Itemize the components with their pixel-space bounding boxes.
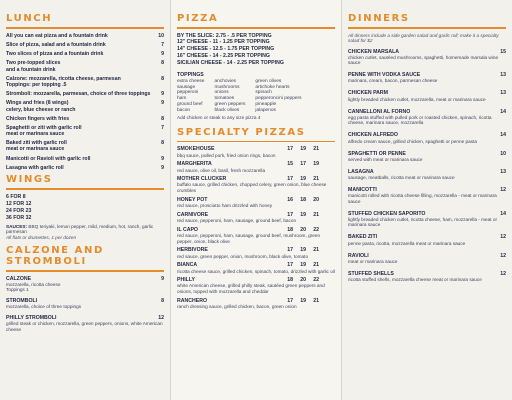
lunch-item-name: Wings and fries (8 wings) [6,100,69,107]
dinner-item-name: CHICKEN ALFREDO [348,132,398,139]
topping: sausage [177,84,196,90]
specialty-price: 21 [313,247,319,254]
pizza-heading: PIZZA [177,13,219,24]
dinner-item-desc: lightly breaded chicken cutlet, ricotta cheese, ham, mozzarella - meat or marinara sauce [348,216,498,228]
dinner-item-desc: lightly breaded chicken cutlet, mozzarella, meat or marinara sauce [348,96,486,102]
dinners-list [348,49,506,283]
lunch-item-price: 8 [161,115,164,122]
lunch-item [6,116,164,122]
specialty-price: 17 [287,297,293,304]
specialty-item-name: MARGHERITA [177,161,212,168]
lunch-item-desc: and a fountain drink [6,66,56,73]
dinner-item [348,49,506,66]
specialty-price: 18 [300,196,306,203]
specialty-item-row [177,161,335,167]
topping: bacon [177,107,191,113]
lunch-item-name: Slice of pizza, salad and a fountain drink [6,41,106,48]
wings-sauces-label: SAUCES: [6,223,28,229]
dinner-item-desc: served with meat or marinara sauce [348,156,423,162]
lunch-item-price: 10 [158,32,164,39]
specialty-price: 19 [313,161,319,168]
specialty-item-prices [285,262,319,268]
lunch-item-row [6,116,164,122]
dinner-item [348,90,506,102]
dinner-item-price: 14 [500,132,506,139]
wings-size: 24 FOR 23 [6,207,32,214]
calzone-item-desc: grilled steak or chicken, mozzarella, green peppers, onions, white American cheese [6,320,163,332]
dinner-item-name: MANICOTTI [348,186,377,193]
toppings-column [255,79,301,114]
lunch-list [6,33,164,172]
right-column [342,0,512,400]
topping: black olives [214,107,240,113]
lunch-item-name: Stromboli: mozzarella, parmesan, choice of three toppings [6,91,151,98]
lunch-item [6,165,164,171]
specialty-item [177,262,335,274]
calzone-item-price: 8 [161,298,164,304]
left-column [0,0,170,400]
specialty-price: 20 [300,226,306,233]
specialty-price: 17 [287,176,293,183]
calzone-item [6,298,164,310]
specialty-item [177,176,335,193]
lunch-item-price: 7 [161,125,164,131]
lunch-item-name: All you can eat pizza and a fountain drink [6,32,108,39]
lunch-item [6,51,164,57]
dinner-item [348,271,506,283]
lunch-item-desc: Toppings: per topping .5 [6,81,67,88]
lunch-item-row [6,42,164,48]
dinner-item [348,211,506,228]
lunch-item-desc: meat or marinara sauce [6,146,65,153]
wings-size: 12 FOR 12 [6,200,32,207]
dinner-item-price: 10 [500,150,506,157]
specialty-item-desc: red sauce, green pepper, onion, mushroom, black olive, tomato [177,253,309,259]
dinner-item [348,72,506,84]
calzone-item [6,276,164,293]
specialty-item-name: PHILLY [177,277,195,284]
specialty-item-name: HERBIVORE [177,247,208,254]
calzone-item-desc: mozzarella, ricotta cheese [6,281,61,287]
dinner-item-price: 13 [500,90,506,97]
wings-heading: WINGS [6,174,53,186]
dinner-item-price: 13 [500,72,506,79]
specialty-price: 20 [313,196,319,203]
dinner-item-desc: ricotta stuffed shells, mozzarella cheese meat or marinara sauce [348,276,482,282]
lunch-item-name: Chicken fingers with fries [6,115,70,122]
specialty-price: 21 [313,297,319,304]
dinner-item-name: LASAGNA [348,168,374,175]
specialty-item-prices [285,197,319,203]
dinner-item [348,132,506,144]
middle-column [171,0,341,400]
specialty-item-desc: red sauce, prosciutto ham drizzled with honey [177,203,273,209]
lunch-item-price: 9 [161,155,164,162]
calzone-item-desc: Toppings 1 [6,287,29,293]
specialty-item-row [177,146,335,152]
specialty-price: 19 [300,247,306,254]
topping: tomatoes [214,96,235,102]
topping: green olives [255,78,282,84]
lunch-item-name: Two pre-topped slices [6,60,61,67]
specialty-item [177,146,335,158]
lunch-item [6,156,164,162]
calzone-item-price: 12 [158,314,164,321]
specialty-item-desc: buffalo sauce, grilled chicken, chopped celery, green onion, blue cheese crumbles [177,182,327,194]
calzone-list [6,276,164,333]
lunch-item [6,76,164,88]
dinner-item [348,234,506,246]
specialty-item-desc: ranch dressing sauce, grilled chicken, bacon, green onion [177,304,297,310]
specialty-item-desc: white American cheese, grilled philly steak, sautéed green peppers and onions, topped with mozzarella and cheddar [177,283,325,295]
lunch-item-price: 9 [161,164,164,171]
lunch-item [6,125,164,137]
specialty-item-row [177,247,335,253]
dinner-item-name: BAKED ZITI [348,234,378,241]
pizza-price-line: 16" CHEESE - 14 - 2.25 PER TOPPING [177,53,270,60]
calzone-item-name: CALZONE [6,275,32,282]
dinner-item-desc: egg pasta stuffed with pulled pork or roasted chicken, spinach, ricotta cheese, marinara sauce, mozzarella [348,114,492,126]
specialty-divider [177,141,335,143]
specialty-item-name: MOTHER CLUCKER [177,176,227,183]
specialty-price: 18 [287,226,293,233]
specialty-price: 17 [287,211,293,218]
dinner-item [348,109,506,126]
lunch-divider [6,27,164,29]
dinner-item-name: CANNELLONI AL FORNO [348,108,411,115]
specialty-item [177,197,335,209]
dinner-item-price: 12 [500,234,506,241]
specialty-item-name: SMOKEHOUSE [177,146,215,153]
lunch-item-name: Manicotti or Ravioli with garlic roll [6,155,91,162]
lunch-item [6,42,164,48]
calzone-item-name: PHILLY STROMBOLI [6,314,57,321]
lunch-item-row [6,165,164,171]
dinner-item-desc: chicken cutlet, sautéed mushrooms, spaghetti, homemade marsala wine sauce [348,54,499,66]
lunch-item-name: Calzone: mozzarella, ricotta cheese, parmesan [6,75,121,82]
specialty-item-desc: ricotta cheese sauce, grilled chicken, spinach, tomato, drizzled with garlic oil [177,268,335,274]
specialty-price: 17 [287,146,293,153]
dinner-item-price: 15 [500,48,506,55]
dinner-item-desc: marinara, cream, bacon, parmesan cheese [348,78,438,84]
calzone-item-price: 9 [161,275,164,282]
toppings-grid [177,79,335,114]
topping: onions [214,90,229,96]
pizza-price-line: BY THE SLICE: 2.75 - .5 PER TOPPING [177,32,272,39]
specialty-item-name: IL CAPO [177,226,198,233]
pizza-price-line: SICILIAN CHEESE - 14 - 2.25 PER TOPPING [177,59,284,66]
lunch-item-desc: celery, blue cheese or ranch [6,106,76,113]
specialty-item-name: HONEY POT [177,196,208,203]
lunch-item [6,33,164,39]
specialty-price: 17 [287,262,293,269]
specialty-item [177,247,335,259]
dinner-item-price: 12 [500,186,506,193]
wings-sauces-text: BBQ teriyaki, lemon pepper, mild, medium, hot, ranch, garlic parmesan [6,223,154,235]
specialty-price: 19 [300,297,306,304]
specialty-price: 19 [300,262,306,269]
pizza-price-line: 12" CHEESE - 11 - 1.25 PER TOPPING [177,39,270,46]
specialty-item-name: CARNIVORE [177,211,209,218]
pizza-price-line: 14" CHEESE - 12.5 - 1.75 PER TOPPING [177,46,275,53]
specialty-item-row [177,262,335,268]
lunch-item [6,60,164,72]
specialty-price: 22 [313,277,319,284]
dinner-item-name: CHICKEN PARM [348,90,388,97]
specialty-price: 21 [313,146,319,153]
toppings-note: Add chicken or steak to any size pizza 4 [177,115,261,121]
lunch-item-price: 8 [161,75,164,82]
toppings-heading: TOPPINGS [177,71,204,78]
specialty-item-desc: red sauce, pepperoni, ham, sausage, ground beef, bacon [177,218,297,224]
specialty-item [177,298,335,310]
toppings-column [214,79,245,114]
lunch-item-price: 7 [161,41,164,48]
specialty-item [177,277,335,294]
dinner-item-name: SPAGHETTI OR PENNE [348,150,406,157]
specialty-item-prices [285,247,319,253]
specialty-item [177,161,335,173]
lunch-item-price: 9 [161,91,164,98]
specialty-price: 21 [313,176,319,183]
dinner-item [348,169,506,181]
specialty-item [177,212,335,224]
wings-sizes [6,194,164,222]
specialty-price: 19 [300,211,306,218]
topping: spinach [255,90,272,96]
specialty-item [177,227,335,244]
wings-note: All flats or drumettes, 1 per dozen [6,235,77,241]
lunch-item-name: Baked ziti with garlic roll [6,140,67,147]
pizza-price-list [177,33,335,67]
specialty-price: 22 [313,226,319,233]
dinner-item [348,187,506,204]
dinner-item-desc: manicotti rolled with ricotta cheese filling, mozzarella - meat or marinara sauce [348,193,497,204]
dinner-item-price: 12 [500,270,506,277]
dinner-item-desc: penne pasta, ricotta, mozzarella meat or marinara sauce [348,240,466,246]
calzone-item-desc: mozzarella, choice of three toppings [6,304,82,310]
topping: pineapple [255,101,277,107]
topping: jalapenos [255,107,276,113]
calzone-item [6,315,164,332]
specialty-price: 17 [300,161,306,168]
wings-sauces [6,224,164,235]
topping: mushrooms [214,84,240,90]
dinner-item-name: RAVIOLI [348,252,369,259]
dinner-item-name: STUFFED CHICKEN SAPORITO [348,210,426,217]
specialty-price: 16 [287,196,293,203]
dinner-item-price: 13 [500,168,506,175]
dinner-item-desc: meat or marinara sauce [348,258,398,264]
specialty-price: 20 [300,277,306,284]
topping: green peppers [214,101,246,107]
specialty-price: 21 [313,262,319,269]
dinner-item-name: STUFFED SHELLS [348,270,394,277]
topping: pepperoncini peppers [255,96,302,102]
dinner-item-desc: sausage, meatballs, ricotta meat or marinara sauce [348,174,455,180]
topping: ham [177,96,187,102]
specialty-price: 19 [300,176,306,183]
lunch-item-price: 8 [161,140,164,147]
lunch-item-price: 8 [161,60,164,67]
specialty-item-name: RANCHERO [177,297,207,304]
topping: pepperoni [177,90,199,96]
specialty-item-desc: red sauce, pepperoni, ham, sausage, ground beef, mushroom, green pepper, onion, black olive [177,232,321,244]
specialty-item-name: BIANCA [177,262,198,269]
lunch-item-name: Spaghetti or ziti with garlic roll [6,125,82,131]
lunch-item [6,91,164,97]
specialty-list [177,146,335,309]
dinners-divider [348,27,506,29]
dinner-item [348,253,506,265]
dinners-note: All dinners include a side garden salad and garlic roll; make it a specialty salad for $2 [348,32,499,43]
dinner-item-name: CHICKEN MARSALA [348,48,400,55]
dinners-heading: DINNERS [348,13,410,24]
pizza-divider [177,27,335,29]
calzone-divider [6,270,164,272]
dinner-item-name: PENNE WITH VODKA SAUCE [348,72,421,79]
specialty-price: 17 [287,247,293,254]
wings-size: 6 FOR 8 [6,193,26,200]
topping: extra cheese [177,78,205,84]
lunch-item-row [6,33,164,39]
wings-size: 36 FOR 32 [6,214,32,221]
lunch-item-price: 9 [161,51,164,58]
calzone-item-name: STROMBOLI [6,298,38,304]
lunch-item-name: Two slices of pizza and a fountain drink [6,51,104,58]
topping: ground beef [177,101,203,107]
dinner-item-price: 14 [500,108,506,115]
dinner-item-price: 12 [500,252,506,259]
toppings-column [177,79,204,114]
specialty-item-prices [285,161,319,167]
lunch-item-row [6,91,164,97]
lunch-item [6,140,164,152]
specialty-heading: SPECIALTY PIZZAS [177,126,306,138]
specialty-price: 19 [300,146,306,153]
dinner-item [348,151,506,163]
specialty-price: 18 [287,277,293,284]
specialty-price: 15 [287,161,293,168]
lunch-heading: LUNCH [6,13,53,24]
specialty-item-desc: red sauce, olive oil, basil, fresh mozzarella [177,167,266,173]
lunch-item-price: 9 [161,100,164,107]
topping: anchovies [214,78,237,84]
specialty-item-desc: bbq sauce, pulled pork, fried onion rings, bacon [177,152,276,158]
lunch-item-row [6,51,164,57]
wings-divider [6,188,164,190]
lunch-item-name: Lasagna with garlic roll [6,164,64,171]
calzone-heading: CALZONE AND STROMBOLI [6,245,104,268]
lunch-item-row [6,156,164,162]
lunch-item [6,100,164,112]
dinner-item-price: 14 [500,210,506,217]
lunch-item-desc: meat or marinara sauce [6,131,65,138]
specialty-price: 21 [313,211,319,218]
specialty-item-prices [285,146,319,152]
dinner-item-desc: alfredo cream sauce, grilled chicken, spaghetti or penne pasta [348,138,477,144]
topping: artichoke hearts [255,84,290,90]
